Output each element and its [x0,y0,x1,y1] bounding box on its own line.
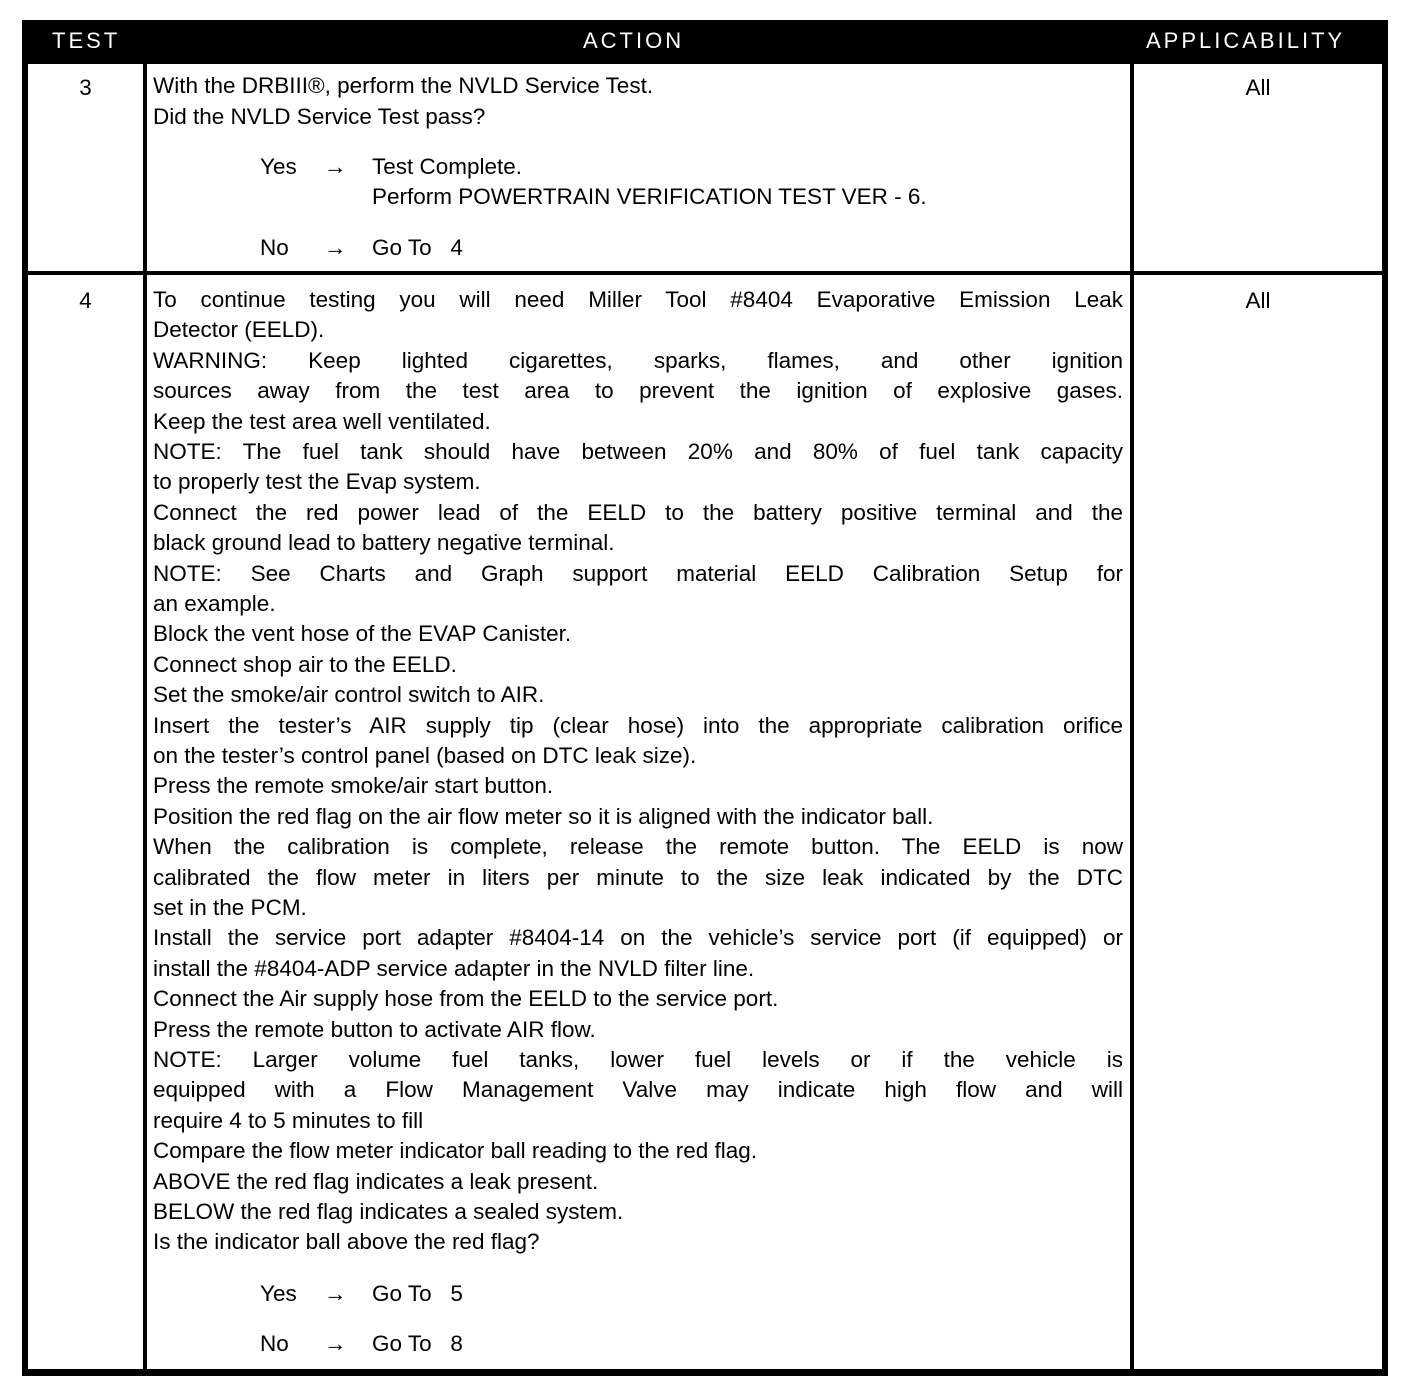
action-line: When the calibration is complete, release the remote button. The EELD is now [153,834,1123,860]
applicability-value: All [1245,75,1271,100]
action-line: Did the NVLD Service Test pass? [153,104,486,129]
action-line: Insert the tester’s AIR supply tip (clear hose) into the appropriate calibration orifice [153,712,1123,738]
table-header [22,20,1388,62]
no-branch [260,1329,660,1360]
diagnostic-table [22,20,1388,1376]
header-action: ACTION [583,28,685,53]
action-line: With the DRBIII®, perform the NVLD Service Test. [153,73,654,98]
action-line: Block the vent hose of the EVAP Canister. [153,621,572,647]
no-label: No [260,235,289,260]
arrow-icon: → [324,154,347,179]
action-line: to properly test the Evap system. [153,469,481,495]
yes-result: Test Complete. [372,154,523,179]
no-result: Go To 4 [372,235,463,260]
action-cell-4 [147,275,1130,1369]
action-line: BELOW the red flag indicates a sealed system. [153,1199,624,1224]
test-cell-3 [28,64,143,271]
arrow-icon: → [324,1331,347,1356]
applicability-cell-4 [1134,275,1382,1369]
action-line: NOTE: The fuel tank should have between 20% and 80% of fuel tank capacity [153,439,1123,464]
action-line: Set the smoke/air control switch to AIR. [153,682,545,708]
action-line: Compare the flow meter indicator ball reading to the red flag. [153,1138,758,1164]
yes-label: Yes [260,1281,297,1306]
action-line: NOTE: Larger volume fuel tanks, lower fuel levels or if the vehicle is [153,1047,1123,1072]
action-line: Press the remote smoke/air start button. [153,773,554,799]
action-line: Connect the Air supply hose from the EELD to the service port. [153,986,779,1012]
action-line: Connect the red power lead of the EELD to the battery positive terminal and the [153,499,1123,525]
no-label: No [260,1331,289,1356]
yes-branch [260,1279,660,1310]
yes-label: Yes [260,154,297,179]
action-line: an example. [153,591,276,616]
action-line: equipped with a Flow Management Valve may indicate high flow and will [153,1077,1123,1103]
action-line: set in the PCM. [153,895,307,920]
action-line: ABOVE the red flag indicates a leak present. [153,1168,599,1194]
no-branch [260,233,660,264]
header-test: TEST [52,28,121,53]
action-line: Press the remote button to activate AIR flow. [153,1016,596,1042]
arrow-icon: → [324,1281,347,1306]
applicability-cell-3 [1134,64,1382,271]
action-line: Position the red flag on the air flow meter so it is aligned with the indicator ball. [153,803,934,829]
no-result: Go To 8 [372,1331,463,1356]
test-cell-4 [28,275,143,1369]
action-cell-3 [147,64,1130,271]
action-line: WARNING: Keep lighted cigarettes, sparks, flames, and other ignition [153,347,1123,373]
header-applicability: APPLICABILITY [1146,28,1346,53]
action-line: sources away from the test area to prevent the ignition of explosive gases. [153,378,1123,404]
action-line: calibrated the flow meter in liters per minute to the size leak indicated by the DTC [153,864,1123,890]
action-line: NOTE: See Charts and Graph support material EELD Calibration Setup for [153,560,1123,586]
action-line: Install the service port adapter #8404-14 on the vehicle’s service port (if equipped) or [153,925,1123,951]
yes-result: Perform POWERTRAIN VERIFICATION TEST VER - 6. [372,184,927,210]
action-line: To continue testing you will need Miller Tool #8404 Evaporative Emission Leak [153,287,1123,312]
action-line: require 4 to 5 minutes to fill [153,1107,424,1133]
action-line: Keep the test area well ventilated. [153,408,491,434]
applicability-value: All [1245,288,1271,313]
test-number: 3 [79,75,92,100]
test-number: 4 [79,288,92,313]
action-line: Detector (EELD). [153,317,325,343]
action-line: Connect shop air to the EELD. [153,651,457,677]
yes-branch [260,152,1060,214]
action-line: Is the indicator ball above the red flag? [153,1229,540,1255]
action-line: black ground lead to battery negative terminal. [153,530,615,556]
action-line: on the tester’s control panel (based on DTC leak size). [153,743,697,768]
action-line: install the #8404-ADP service adapter in the NVLD filter line. [153,955,755,981]
yes-result: Go To 5 [372,1281,463,1306]
arrow-icon: → [324,235,347,260]
